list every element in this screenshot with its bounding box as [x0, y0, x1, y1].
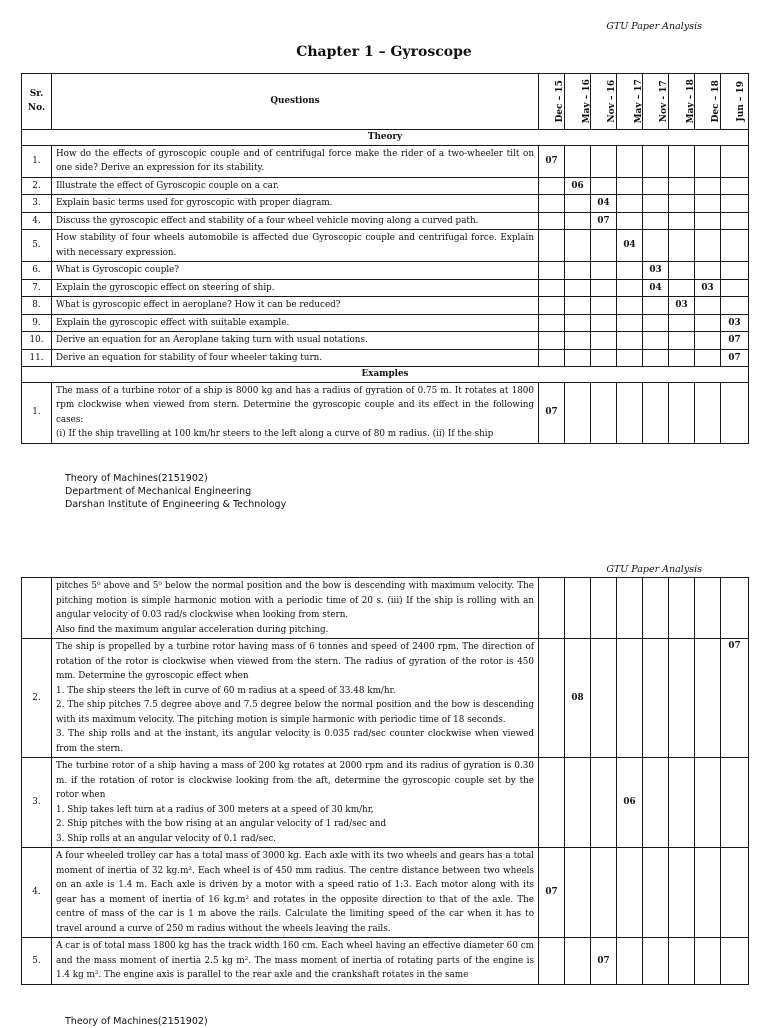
- question-text-content: How stability of four wheels automobile is affected due Gyroscopic couple and centrifugal force. Explain with necessary expression.: [56, 233, 534, 258]
- marks-cell: [695, 848, 721, 938]
- marks-cell: [721, 212, 749, 230]
- sr-no-cell: 11.: [22, 349, 52, 367]
- marks-cell: [643, 758, 669, 848]
- marks-cell: [539, 314, 565, 332]
- marks-cell: [643, 314, 669, 332]
- sr-no-header: Sr. No.: [22, 74, 52, 130]
- marks-cell: 07: [539, 145, 565, 177]
- footer-department: Department of Mechanical Engineering: [65, 486, 252, 497]
- sr-no-cell: 1.: [22, 145, 52, 177]
- marks-cell: [643, 212, 669, 230]
- sr-no-cell: 7.: [22, 279, 52, 297]
- question-text-content: The turbine rotor of a ship having a mass of 200 kg rotates at 2000 rpm and its radius of gyration is 0.30 m. if the rotation of rotor is clockwise looking from the aft, determine the gyroscopic couple set by the rotor when 1. Ship takes left turn at a radius of 300 meters at a speed of 30 km/hr, 2. Ship pitches with the bow rising at an angular velocity of 1 rad/sec and 3. Ship rolls at an angular velocity of 0.1 rad/sec.: [56, 761, 534, 844]
- marks-cell: [643, 349, 669, 367]
- section-row: [22, 367, 749, 383]
- marks-cell: [617, 279, 643, 297]
- sr-no-cell: 4.: [22, 848, 52, 938]
- marks-cell: [539, 332, 565, 350]
- question-row: [22, 349, 749, 367]
- marks-cell: [617, 314, 643, 332]
- marks-cell: [565, 578, 591, 639]
- marks-cell: [669, 177, 695, 195]
- marks-cell: [591, 639, 617, 758]
- marks-cell: [695, 639, 721, 758]
- question-text-content: Derive an equation for an Aeroplane taking turn with usual notations.: [56, 335, 368, 345]
- marks-cell: [669, 212, 695, 230]
- marks-cell: [539, 212, 565, 230]
- marks-cell: [695, 230, 721, 262]
- sr-no-cell: 4.: [22, 212, 52, 230]
- question-row: [22, 262, 749, 280]
- marks-cell: [617, 177, 643, 195]
- marks-cell: [617, 639, 643, 758]
- marks-cell: [591, 314, 617, 332]
- marks-cell: [591, 177, 617, 195]
- marks-cell: [695, 145, 721, 177]
- marks-cell: [669, 758, 695, 848]
- marks-cell: [669, 639, 695, 758]
- marks-cell: [539, 758, 565, 848]
- marks-cell: [565, 314, 591, 332]
- exam-header: Nov – 16: [591, 74, 617, 130]
- question-text-content: How do the effects of gyroscopic couple and of centrifugal force make the rider of a two-wheeler tilt on one side? Derive an expression for its stability.: [56, 148, 534, 173]
- marks-cell: [643, 230, 669, 262]
- question-text-content: Explain the gyroscopic effect on steering of ship.: [56, 282, 275, 293]
- question-row: [22, 758, 749, 848]
- page-header-2: GTU Paper Analysis: [606, 564, 702, 575]
- question-text: [52, 758, 539, 848]
- marks-cell: 07: [539, 382, 565, 443]
- marks-cell: [643, 382, 669, 443]
- exam-header: May – 17: [617, 74, 643, 130]
- marks-cell: [695, 195, 721, 213]
- marks-cell: 07: [721, 639, 749, 758]
- marks-cell: [695, 758, 721, 848]
- marks-cell: [695, 314, 721, 332]
- question-text: [52, 145, 539, 177]
- marks-cell: [669, 349, 695, 367]
- question-text: [52, 382, 539, 443]
- marks-cell: [591, 297, 617, 315]
- question-text-content: The ship is propelled by a turbine rotor having mass of 6 tonnes and speed of 2400 rpm. The direction of rotation of the rotor is clockwise when viewed from the stern. The radius of gyration of the rotor is 450 mm. Determine the gyroscopic effect when 1. The ship steers the left in curve of 60 m radius at a speed of 33.48 km/hr. 2. The ship pitches 7.5 degree above and 7.5 degree below the normal position and the bow is descending with its maximum velocity. The pitching motion is simple harmonic with periodic time of 18 seconds. 3. The ship rolls and at the instant, its angular velocity is 0.035 rad/sec counter clockwise when viewed from the stern.: [56, 642, 534, 754]
- question-row: [22, 382, 749, 443]
- question-text-content: Derive an equation for stability of four wheeler taking turn.: [56, 352, 323, 363]
- marks-cell: [721, 177, 749, 195]
- marks-cell: 03: [669, 297, 695, 315]
- marks-cell: [565, 279, 591, 297]
- question-text: [52, 230, 539, 262]
- sr-no-cell: 2.: [22, 639, 52, 758]
- question-row: [22, 279, 749, 297]
- marks-cell: [643, 938, 669, 985]
- marks-cell: [565, 382, 591, 443]
- marks-cell: [617, 349, 643, 367]
- marks-cell: [695, 177, 721, 195]
- marks-cell: [643, 195, 669, 213]
- marks-cell: [721, 758, 749, 848]
- marks-cell: [591, 145, 617, 177]
- sr-no-cell: 5.: [22, 230, 52, 262]
- marks-cell: [591, 332, 617, 350]
- marks-cell: [643, 332, 669, 350]
- question-row: [22, 332, 749, 350]
- marks-cell: [721, 145, 749, 177]
- question-text: [52, 332, 539, 350]
- sr-no-cell: 3.: [22, 758, 52, 848]
- marks-cell: [591, 230, 617, 262]
- marks-cell: [591, 382, 617, 443]
- marks-cell: 04: [617, 230, 643, 262]
- question-row: [22, 938, 749, 985]
- sr-no-cell: 1.: [22, 382, 52, 443]
- question-text: [52, 177, 539, 195]
- page-header: GTU Paper Analysis: [606, 21, 702, 32]
- marks-cell: [669, 145, 695, 177]
- marks-cell: [721, 195, 749, 213]
- question-text: [52, 279, 539, 297]
- marks-cell: [669, 262, 695, 280]
- question-row: [22, 314, 749, 332]
- marks-cell: [643, 145, 669, 177]
- marks-cell: [539, 262, 565, 280]
- marks-cell: 07: [539, 848, 565, 938]
- question-text: [52, 212, 539, 230]
- question-text: [52, 195, 539, 213]
- question-text: [52, 639, 539, 758]
- footer-course: Theory of Machines(2151902): [65, 473, 208, 484]
- questions-table-continued: [21, 577, 749, 985]
- marks-cell: [617, 382, 643, 443]
- question-row: [22, 195, 749, 213]
- marks-cell: [643, 639, 669, 758]
- marks-cell: [591, 758, 617, 848]
- exam-header: May – 16: [565, 74, 591, 130]
- marks-cell: [565, 145, 591, 177]
- marks-cell: [721, 279, 749, 297]
- marks-cell: [669, 314, 695, 332]
- marks-cell: [565, 212, 591, 230]
- footer-institute: Darshan Institute of Engineering & Technology: [65, 499, 287, 510]
- marks-cell: [721, 230, 749, 262]
- marks-cell: 04: [643, 279, 669, 297]
- question-row: [22, 848, 749, 938]
- question-text: [52, 578, 539, 639]
- question-text-content: The mass of a turbine rotor of a ship is 8000 kg and has a radius of gyration of 0.75 m. It rotates at 1800 rpm clockwise when viewed from stern. Determine the gyroscopic couple and its effect in the following cases: (i) If the ship travelling at 100 km/hr steers to the left along a curve of 80 m radius. (ii) If the ship: [56, 385, 534, 439]
- marks-cell: [669, 332, 695, 350]
- marks-cell: [695, 297, 721, 315]
- marks-cell: [695, 212, 721, 230]
- marks-cell: [539, 230, 565, 262]
- marks-cell: [669, 382, 695, 443]
- marks-cell: 06: [617, 758, 643, 848]
- exam-header: Nov - 17: [643, 74, 669, 130]
- exam-header: Dec – 18: [695, 74, 721, 130]
- questions-header: Questions: [52, 74, 539, 130]
- question-text-content: A four wheeled trolley car has a total mass of 3000 kg. Each axle with its two wheels and gears has a total moment of inertia of 32 kg.m². Each wheel is of 450 mm radius. The centre distance between two wheels on an axle is 1.4 m. Each axle is driven by a motor with a speed ratio of 1:3. Each motor along with its gear has a moment of inertia of 16 kg.m² and rotates in the opposite direction to that of the axle. The centre of mass of the car is 1 m above the rails. Calculate the limiting speed of the car when it has to travel around a curve of 250 m radius without the wheels leaving the rails.: [56, 851, 534, 934]
- marks-cell: [617, 212, 643, 230]
- marks-cell: [669, 938, 695, 985]
- marks-cell: [591, 279, 617, 297]
- marks-cell: 08: [565, 639, 591, 758]
- question-text-content: pitches 5⁰ above and 5⁰ below the normal position and the bow is descending with maximum velocity. The pitching motion is simple harmonic motion with a periodic time of 20 s. (iii) If the ship is rolling with an angular velocity of 0.03 rad/s clockwise when looking from stern. Also find the maximum angular acceleration during pitching.: [56, 581, 534, 635]
- marks-cell: [721, 382, 749, 443]
- sr-no-cell: 10.: [22, 332, 52, 350]
- marks-cell: [539, 279, 565, 297]
- marks-cell: [721, 578, 749, 639]
- marks-cell: [565, 758, 591, 848]
- question-text: [52, 262, 539, 280]
- section-title-theory: Theory: [22, 130, 749, 146]
- marks-cell: [539, 639, 565, 758]
- section-row: [22, 130, 749, 146]
- questions-table: [21, 73, 749, 444]
- marks-cell: [565, 195, 591, 213]
- marks-cell: [695, 332, 721, 350]
- marks-cell: 07: [721, 332, 749, 350]
- marks-cell: [695, 262, 721, 280]
- marks-cell: [539, 938, 565, 985]
- marks-cell: [539, 195, 565, 213]
- question-row: [22, 639, 749, 758]
- page-footer-2: [65, 1015, 208, 1028]
- question-text-content: Discuss the gyroscopic effect and stability of a four wheel vehicle moving along a curved path.: [56, 215, 479, 226]
- marks-cell: [565, 230, 591, 262]
- marks-cell: [695, 349, 721, 367]
- exam-header: Dec – 15: [539, 74, 565, 130]
- marks-cell: [695, 578, 721, 639]
- marks-cell: [591, 578, 617, 639]
- question-row: [22, 578, 749, 639]
- marks-cell: 06: [565, 177, 591, 195]
- marks-cell: [643, 848, 669, 938]
- question-text-content: Explain the gyroscopic effect with suitable example.: [56, 317, 290, 328]
- question-text: [52, 848, 539, 938]
- marks-cell: 07: [721, 349, 749, 367]
- question-row: [22, 145, 749, 177]
- marks-cell: [669, 578, 695, 639]
- question-text-content: Explain basic terms used for gyroscopic with proper diagram.: [56, 198, 333, 208]
- marks-cell: [565, 297, 591, 315]
- sr-no-cell: 9.: [22, 314, 52, 332]
- marks-cell: [617, 195, 643, 213]
- question-row: [22, 177, 749, 195]
- question-row: [22, 297, 749, 315]
- question-text-content: A car is of total mass 1800 kg has the track width 160 cm. Each wheel having an effective diameter 60 cm and the mass moment of inertia 2.5 kg m². The mass moment of inertia of rotating parts of the engine is 1.4 kg m². The engine axis is parallel to the rear axle and the crankshaft rotates in the same: [56, 941, 534, 980]
- marks-cell: [695, 938, 721, 985]
- marks-cell: [721, 848, 749, 938]
- marks-cell: [591, 349, 617, 367]
- sr-no-cell: 3.: [22, 195, 52, 213]
- question-text: [52, 314, 539, 332]
- question-text: [52, 938, 539, 985]
- question-text-content: What is Gyroscopic couple?: [56, 265, 180, 275]
- marks-cell: [617, 297, 643, 315]
- page-footer: [65, 472, 286, 511]
- sr-no-cell: 6.: [22, 262, 52, 280]
- marks-cell: [669, 848, 695, 938]
- marks-cell: [669, 195, 695, 213]
- marks-cell: [565, 262, 591, 280]
- marks-cell: [695, 382, 721, 443]
- marks-cell: [591, 848, 617, 938]
- sr-no-cell: 8.: [22, 297, 52, 315]
- marks-cell: [721, 262, 749, 280]
- sr-no-cell: [22, 578, 52, 639]
- question-text: [52, 349, 539, 367]
- marks-cell: 03: [643, 262, 669, 280]
- marks-cell: [539, 177, 565, 195]
- question-row: [22, 230, 749, 262]
- table-header-row: [22, 74, 749, 130]
- marks-cell: [591, 262, 617, 280]
- marks-cell: 04: [591, 195, 617, 213]
- marks-cell: [565, 332, 591, 350]
- marks-cell: [721, 938, 749, 985]
- footer-course: Theory of Machines(2151902): [65, 1016, 208, 1027]
- marks-cell: [617, 332, 643, 350]
- marks-cell: [617, 848, 643, 938]
- marks-cell: [565, 848, 591, 938]
- marks-cell: [617, 938, 643, 985]
- question-row: [22, 212, 749, 230]
- sr-no-cell: 5.: [22, 938, 52, 985]
- marks-cell: [643, 297, 669, 315]
- marks-cell: [643, 578, 669, 639]
- marks-cell: [669, 230, 695, 262]
- question-text: [52, 297, 539, 315]
- marks-cell: [617, 262, 643, 280]
- section-title-examples: Examples: [22, 367, 749, 383]
- marks-cell: [669, 279, 695, 297]
- exam-header: May – 18: [669, 74, 695, 130]
- marks-cell: 03: [721, 314, 749, 332]
- question-text-content: What is gyroscopic effect in aeroplane? How it can be reduced?: [56, 300, 341, 310]
- question-text-content: Illustrate the effect of Gyroscopic couple on a car.: [56, 180, 280, 191]
- chapter-title: Chapter 1 – Gyroscope: [296, 44, 472, 60]
- marks-cell: [539, 297, 565, 315]
- marks-cell: [617, 145, 643, 177]
- marks-cell: [643, 177, 669, 195]
- marks-cell: [539, 349, 565, 367]
- marks-cell: [617, 578, 643, 639]
- marks-cell: [565, 349, 591, 367]
- marks-cell: [565, 938, 591, 985]
- marks-cell: [539, 578, 565, 639]
- marks-cell: 03: [695, 279, 721, 297]
- marks-cell: [721, 297, 749, 315]
- exam-header: Jun – 19: [721, 74, 749, 130]
- marks-cell: 07: [591, 212, 617, 230]
- sr-no-cell: 2.: [22, 177, 52, 195]
- marks-cell: 07: [591, 938, 617, 985]
